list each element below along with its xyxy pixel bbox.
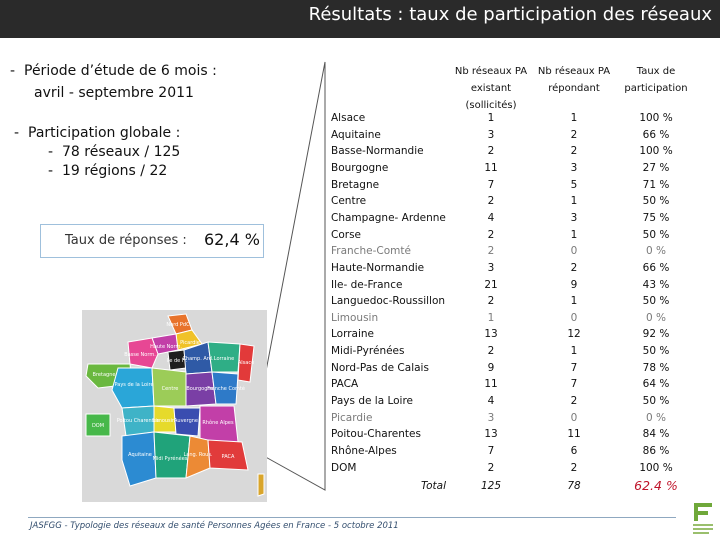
table-cell-rate: 27 % xyxy=(642,162,670,174)
regions-count: 19 régions / 22 xyxy=(62,163,168,179)
map-label-aquitaine: Aquitaine xyxy=(128,452,152,458)
table-row-region: Pays de la Loire xyxy=(331,395,414,407)
table-cell-rate: 50 % xyxy=(642,295,670,307)
period-line2: avril - septembre 2011 xyxy=(34,85,194,101)
table-cell-rate: 50 % xyxy=(642,229,670,241)
map-label-haute-normandie: Haute Norm. xyxy=(150,344,182,350)
map-label-paca: PACA xyxy=(221,454,235,460)
table-cell-responding: 6 xyxy=(570,445,578,457)
map-label-ile-de-france: Ile de Fr. xyxy=(166,358,188,364)
col-header-existing: Nb réseaux PA existant (sollicités) xyxy=(454,66,528,111)
table-cell-responding: 1 xyxy=(570,195,578,207)
region-pays-de-la-loire xyxy=(112,368,154,408)
table-row-region: Limousin xyxy=(331,312,379,324)
table-row-region: Nord-Pas de Calais xyxy=(331,362,429,374)
table-row-region: Aquitaine xyxy=(331,129,381,141)
logo-line1 xyxy=(693,524,713,526)
table-cell-rate: 84 % xyxy=(642,428,670,440)
table-cell-rate: 0 % xyxy=(646,245,666,257)
map-label-picardie: Picardie xyxy=(180,340,200,346)
table-cell-rate: 86 % xyxy=(642,445,670,457)
table-cell-existing: 4 xyxy=(487,395,495,407)
table-cell-rate: 75 % xyxy=(642,212,670,224)
table-cell-responding: 2 xyxy=(570,462,578,474)
map-label-alsace: Alsace xyxy=(237,360,255,366)
logo-line3 xyxy=(693,532,709,534)
title-bar xyxy=(0,0,720,38)
map-label-pays-de-la-loire: Pays de la Loire xyxy=(114,382,154,388)
table-row-region: Corse xyxy=(331,229,362,241)
france-regions-map xyxy=(82,310,267,502)
period-line1: Période d’étude de 6 mois : xyxy=(24,63,217,79)
table-cell-existing: 1 xyxy=(487,112,495,124)
table-cell-existing: 2 xyxy=(487,295,495,307)
table-row-region: Centre xyxy=(331,195,367,207)
table-cell-existing: 2 xyxy=(487,195,495,207)
table-row-region: PACA xyxy=(331,378,359,390)
table-cell-responding: 7 xyxy=(570,378,578,390)
table-row-region: Champagne- Ardenne xyxy=(331,212,446,224)
table-cell-existing: 2 xyxy=(487,462,495,474)
response-rate-label: Taux de réponses : xyxy=(65,233,187,248)
table-cell-existing: 1 xyxy=(487,312,495,324)
table-cell-existing: 3 xyxy=(487,412,495,424)
table-cell-rate: 0 % xyxy=(646,312,666,324)
slide-title: Résultats : taux de participation des réseaux xyxy=(308,4,712,25)
map-label-auvergne: Auvergne xyxy=(173,418,199,424)
table-cell-rate: 50 % xyxy=(642,345,670,357)
table-row-region: Poitou-Charentes xyxy=(331,428,421,440)
table-cell-existing: 9 xyxy=(487,362,495,374)
table-cell-responding: 2 xyxy=(570,145,578,157)
table-cell-rate: 66 % xyxy=(642,262,670,274)
table-row-region: Lorraine xyxy=(331,328,375,340)
logo-line2 xyxy=(693,528,713,530)
table-cell-existing: 2 xyxy=(487,345,495,357)
table-cell-responding: 1 xyxy=(570,112,578,124)
table-cell-existing: 21 xyxy=(484,279,498,291)
col-header-responding: Nb réseaux PA répondant xyxy=(537,66,611,94)
table-cell-rate: 78 % xyxy=(642,362,670,374)
table-row-region: Ile- de-France xyxy=(331,279,403,291)
table-cell-existing: 2 xyxy=(487,145,495,157)
table-cell-responding: 5 xyxy=(570,179,578,191)
table-cell-existing: 3 xyxy=(487,129,495,141)
table-cell-existing: 11 xyxy=(484,162,498,174)
table-cell-existing: 7 xyxy=(487,445,495,457)
region-aquitaine xyxy=(122,432,156,486)
total-label: Total xyxy=(421,480,447,492)
table-cell-rate: 50 % xyxy=(642,395,670,407)
table-cell-rate: 100 % xyxy=(639,112,673,124)
table-cell-responding: 7 xyxy=(570,362,578,374)
table-row-region: Midi-Pyrénées xyxy=(331,345,405,357)
table-cell-responding: 1 xyxy=(570,345,578,357)
table-cell-existing: 4 xyxy=(487,212,495,224)
table-cell-responding: 1 xyxy=(570,295,578,307)
table-row-region: Franche-Comté xyxy=(331,245,411,257)
table-cell-existing: 13 xyxy=(484,328,498,340)
response-rate-value: 62,4 % xyxy=(204,230,260,249)
map-label-limousin: Limousin xyxy=(152,418,176,424)
map-label-bretagne: Bretagne xyxy=(92,372,116,378)
networks-count: 78 réseaux / 125 xyxy=(62,144,181,160)
table-row-region: Rhône-Alpes xyxy=(331,445,397,457)
map-label-lorraine: Lorraine xyxy=(213,356,235,362)
table-cell-rate: 64 % xyxy=(642,378,670,390)
table-cell-responding: 3 xyxy=(570,162,578,174)
table-cell-responding: 0 xyxy=(570,412,578,424)
map-label-centre: Centre xyxy=(161,386,179,392)
table-cell-rate: 43 % xyxy=(642,279,670,291)
map-label-basse-normandie: Basse Norm. xyxy=(124,352,156,358)
table-cell-rate: 92 % xyxy=(642,328,670,340)
table-cell-responding: 2 xyxy=(570,129,578,141)
table-row-region: Basse-Normandie xyxy=(331,145,424,157)
table-cell-responding: 11 xyxy=(567,428,581,440)
table-cell-responding: 1 xyxy=(570,229,578,241)
organization-logo xyxy=(690,499,716,537)
table-cell-existing: 2 xyxy=(487,229,495,241)
table-cell-existing: 2 xyxy=(487,245,495,257)
participation-title: Participation globale : xyxy=(28,125,181,141)
table-row-region: Bretagne xyxy=(331,179,380,191)
map-label-languedoc-roussillon: Lang. Rous. xyxy=(183,452,213,458)
table-cell-rate: 100 % xyxy=(639,462,673,474)
participation-block: - Participation globale : - 78 réseaux / 125 - 19 régions / 22 xyxy=(14,125,181,179)
table-cell-responding: 2 xyxy=(570,262,578,274)
map-label-poitou-charentes: Poitou Charentes xyxy=(116,418,160,424)
table-cell-rate: 50 % xyxy=(642,195,670,207)
table-row-region: Haute-Normandie xyxy=(331,262,425,274)
table-cell-responding: 0 xyxy=(570,245,578,257)
total-existing: 125 xyxy=(480,480,502,492)
col-header-rate: Taux de participation xyxy=(624,66,688,94)
map-label-dom: DOM xyxy=(91,423,105,429)
map-label-midi-pyrenees: Midi Pyrénées xyxy=(152,456,188,462)
period-block: - Période d’étude de 6 mois : avril - septembre 2011 xyxy=(10,63,217,101)
table-cell-existing: 3 xyxy=(487,262,495,274)
table-row-region: Picardie xyxy=(331,412,373,424)
map-label-rhone-alpes: Rhône Alpes xyxy=(202,420,234,426)
table-cell-rate: 71 % xyxy=(642,179,670,191)
response-rate-box xyxy=(40,224,264,258)
footer-text: JASFGG - Typologie des réseaux de santé Personnes Agées en France - 5 octobre 2011 xyxy=(30,521,399,531)
footer-divider xyxy=(28,517,676,518)
table-cell-responding: 9 xyxy=(570,279,578,291)
table-cell-responding: 12 xyxy=(567,328,581,340)
table-cell-rate: 66 % xyxy=(642,129,670,141)
table-cell-existing: 7 xyxy=(487,179,495,191)
total-responding: 78 xyxy=(567,480,581,492)
table-cell-existing: 11 xyxy=(484,378,498,390)
table-cell-existing: 13 xyxy=(484,428,498,440)
region-corse xyxy=(258,474,264,496)
table-row-region: DOM xyxy=(331,462,357,474)
table-cell-responding: 2 xyxy=(570,395,578,407)
map-label-bourgogne: Bourgogne xyxy=(186,386,214,392)
table-row-region: Languedoc-Roussillon xyxy=(331,295,446,307)
map-label-nord-pdc: Nord PdC xyxy=(166,322,190,328)
map-label-champagne-ardenne: Champ. Ard. xyxy=(182,356,214,362)
table-cell-rate: 0 % xyxy=(646,412,666,424)
total-rate: 62.4 % xyxy=(634,478,678,493)
table-cell-responding: 3 xyxy=(570,212,578,224)
table-row-region: Alsace xyxy=(331,112,366,124)
table-cell-rate: 100 % xyxy=(639,145,673,157)
map-label-franche-comte: Franche Comté xyxy=(207,386,245,392)
table-row-region: Bourgogne xyxy=(331,162,389,174)
table-cell-responding: 0 xyxy=(570,312,578,324)
